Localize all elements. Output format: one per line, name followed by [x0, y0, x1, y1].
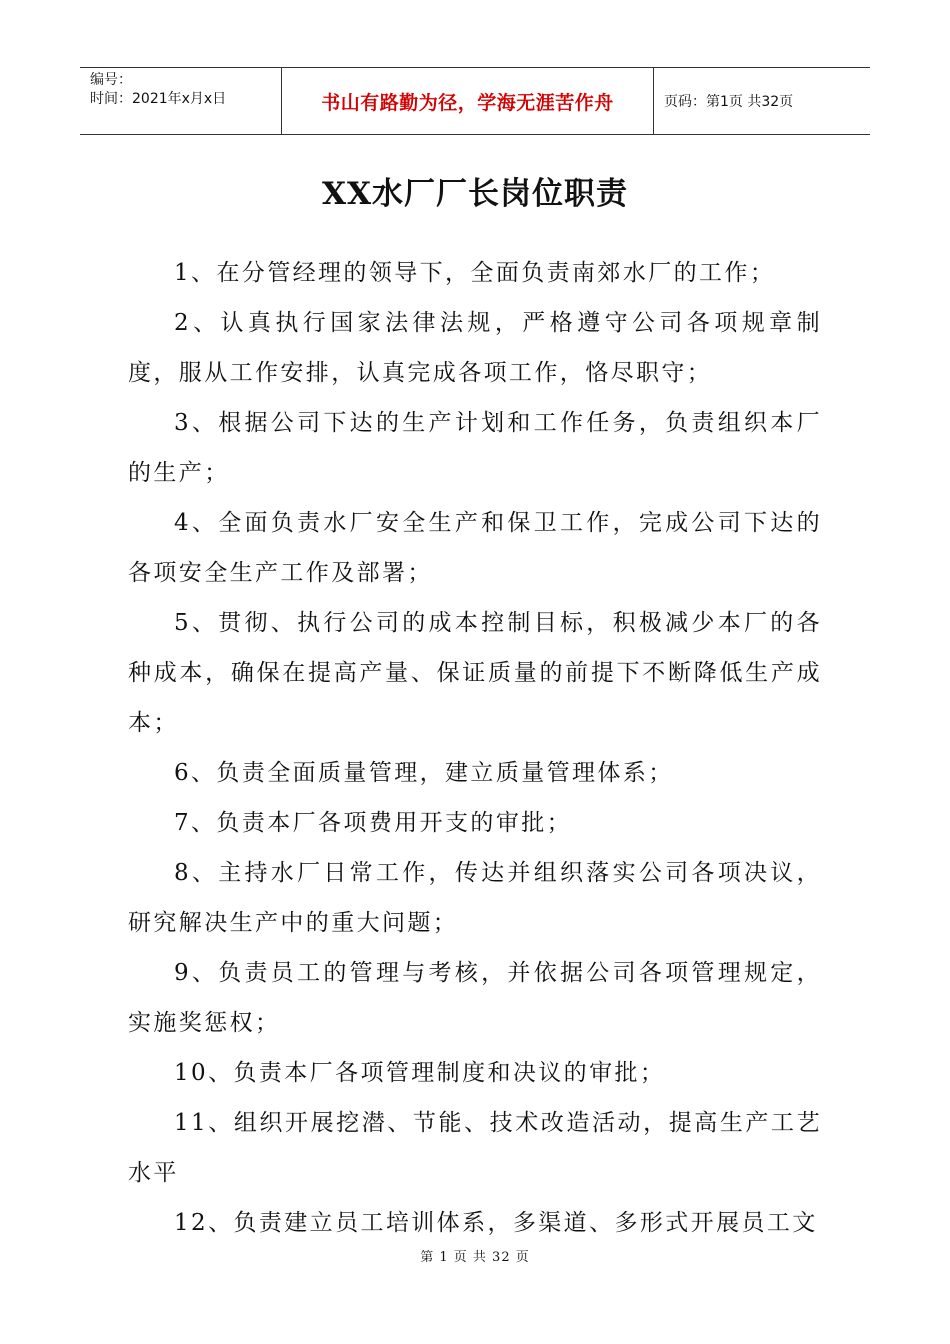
document-date: 时间：2021年x月x日	[90, 91, 227, 107]
duty-item: 9、负责员工的管理与考核，并依据公司各项管理规定，实施奖惩权；	[128, 960, 822, 1036]
duty-item: 1、在分管经理的领导下，全面负责南郊水厂的工作；	[174, 260, 776, 286]
duty-item: 7、负责本厂各项费用开支的审批；	[174, 810, 573, 836]
duty-item: 3、根据公司下达的生产计划和工作任务，负责组织本厂的生产；	[128, 410, 822, 486]
duty-item: 12、负责建立员工培训体系，多渠道、多形式开展员工文	[174, 1210, 818, 1236]
duty-item: 11、组织开展挖潜、节能、技术改造活动，提高生产工艺水平	[128, 1110, 822, 1186]
page-footer: 第 1 页 共 32 页	[420, 1250, 530, 1265]
duty-item: 4、全面负责水厂安全生产和保卫工作，完成公司下达的各项安全生产工作及部署；	[128, 510, 822, 586]
document-number-label: 编号：	[90, 72, 132, 88]
duty-item: 6、负责全面质量管理，建立质量管理体系；	[174, 760, 674, 786]
header-meta	[80, 68, 282, 134]
duty-item: 8、主持水厂日常工作，传达并组织落实公司各项决议，研究解决生产中的重大问题；	[128, 860, 822, 936]
duty-item: 10、负责本厂各项管理制度和决议的审批；	[174, 1060, 666, 1086]
page-header	[80, 67, 870, 135]
document-body	[128, 248, 822, 1248]
header-page-info: 页码：第1页 共32页	[664, 94, 794, 110]
duty-item: 2、认真执行国家法律法规，严格遵守公司各项规章制度，服从工作安排，认真完成各项工作，恪尽职守；	[128, 310, 822, 386]
document-title: XX水厂厂长岗位职责	[321, 176, 629, 212]
header-motto: 书山有路勤为径，学海无涯苦作舟	[282, 68, 654, 134]
duty-item: 5、贯彻、执行公司的成本控制目标，积极减少本厂的各种成本，确保在提高产量、保证质量的前提下不断降低生产成本；	[128, 610, 822, 736]
